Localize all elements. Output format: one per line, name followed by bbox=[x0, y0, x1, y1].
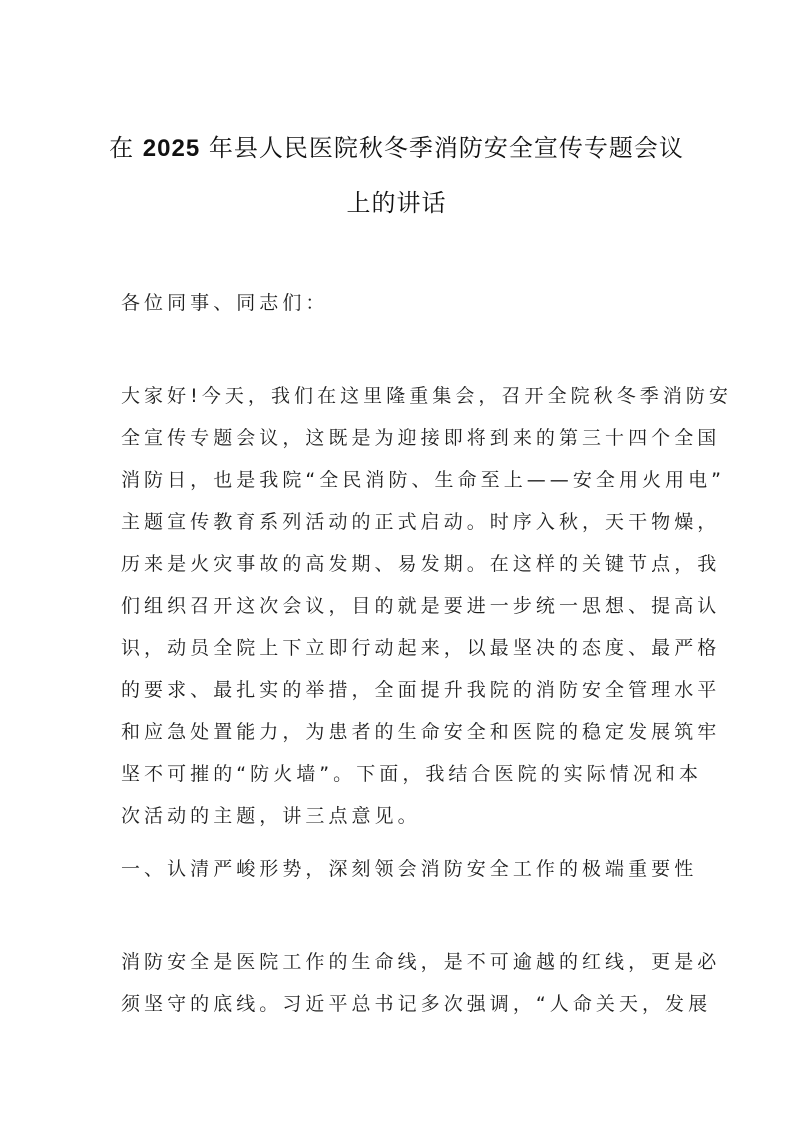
paragraph-line: 主题宣传教育系列活动的正式启动。时序入秋，天干物燥， bbox=[121, 511, 721, 533]
document-title-line2: 上的讲话 bbox=[346, 189, 447, 217]
paragraph-line: 的要求、最扎实的举措，全面提升我院的消防安全管理水平 bbox=[121, 679, 721, 701]
title-prefix: 在 bbox=[109, 134, 143, 162]
paragraph-line: 消防安全是医院工作的生命线，是不可逾越的红线，更是必 bbox=[121, 951, 721, 973]
title-year: 2025 bbox=[142, 135, 201, 162]
paragraph-line: 们组织召开这次会议，目的就是要进一步统一思想、提高认 bbox=[121, 595, 721, 617]
paragraph-line: 识，动员全院上下立即行动起来，以最坚决的态度、最严格 bbox=[121, 637, 721, 659]
paragraph-line: 消防日，也是我院“全民消防、生命至上——安全用火用电” bbox=[121, 469, 726, 491]
document-title-line1 bbox=[0, 128, 793, 163]
paragraph-line: 坚不可摧的“防火墙”。下面，我结合医院的实际情况和本 bbox=[121, 763, 702, 785]
paragraph-line: 须坚守的底线。习近平总书记多次强调，“人命关天，发展 bbox=[121, 993, 712, 1015]
paragraph-line: 历来是火灾事故的高发期、易发期。在这样的关键节点，我 bbox=[121, 553, 721, 575]
title-suffix: 年县人民医院秋冬季消防安全宣传专题会议 bbox=[200, 134, 684, 162]
section-heading: 一、认清严峻形势，深刻领会消防安全工作的极端重要性 bbox=[121, 858, 698, 880]
paragraph-line: 大家好!今天，我们在这里隆重集会，召开全院秋冬季消防安 bbox=[121, 385, 732, 407]
salutation: 各位同事、同志们： bbox=[121, 292, 329, 314]
paragraph-line: 全宣传专题会议，这既是为迎接即将到来的第三十四个全国 bbox=[121, 427, 721, 449]
paragraph-line: 次活动的主题，讲三点意见。 bbox=[121, 805, 421, 827]
paragraph-line: 和应急处置能力，为患者的生命安全和医院的稳定发展筑牢 bbox=[121, 721, 721, 743]
